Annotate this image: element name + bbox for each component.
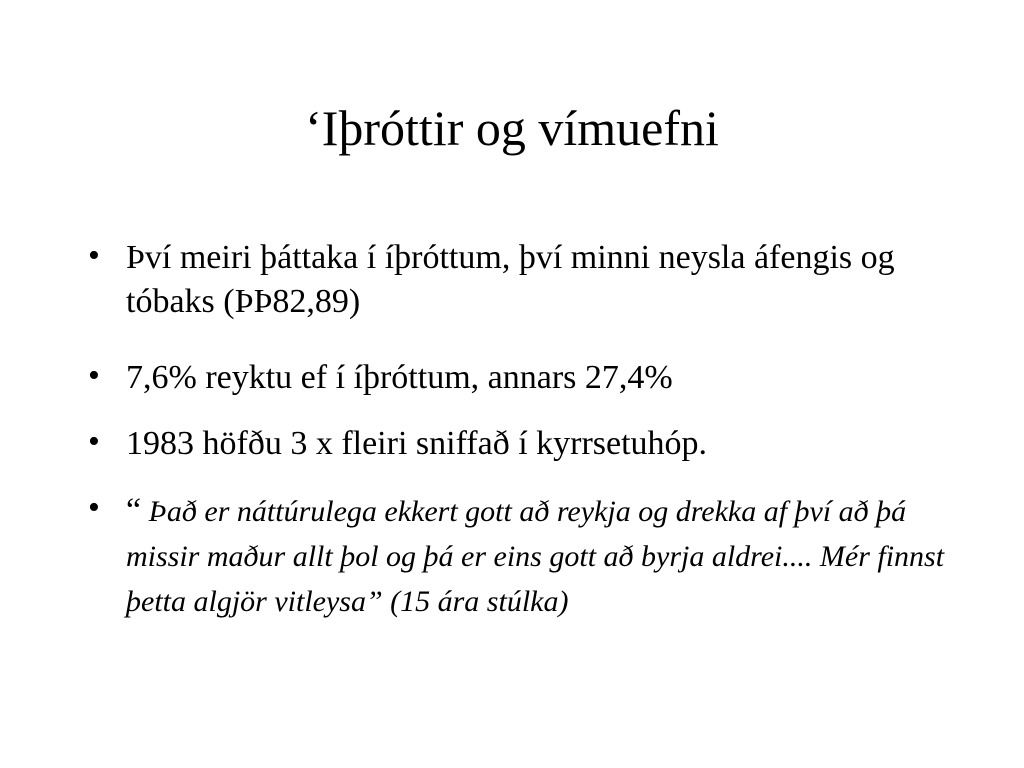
bullet-glyph: • bbox=[88, 423, 100, 460]
bullet-text: Því meiri þáttaka í íþróttum, því minni neysla áfengis og tóbaks (ÞÞ82,89) bbox=[126, 239, 895, 320]
slide-title: ‘Iþróttir og vímuefni bbox=[305, 100, 719, 156]
bullet-glyph: • bbox=[88, 489, 100, 526]
bullet-glyph: • bbox=[88, 357, 100, 394]
bullet-text: 1983 höfðu 3 x fleiri sniffað í kyrrsetuhóp. bbox=[126, 425, 708, 462]
quote-text bbox=[126, 488, 976, 624]
bullet-glyph: • bbox=[88, 237, 100, 274]
bullet-text: 7,6% reyktu ef í íþróttum, annars 27,4% bbox=[126, 359, 673, 396]
quote-open-mark: “ bbox=[126, 492, 142, 529]
quote-body: Það er náttúrulega ekkert gott að reykja og drekka af því að þá missir maður allt þol og þá er eins gott að byrja aldrei.... Mér finnst þetta algjör vitleysa” (15 ára stúlka) bbox=[126, 495, 945, 618]
